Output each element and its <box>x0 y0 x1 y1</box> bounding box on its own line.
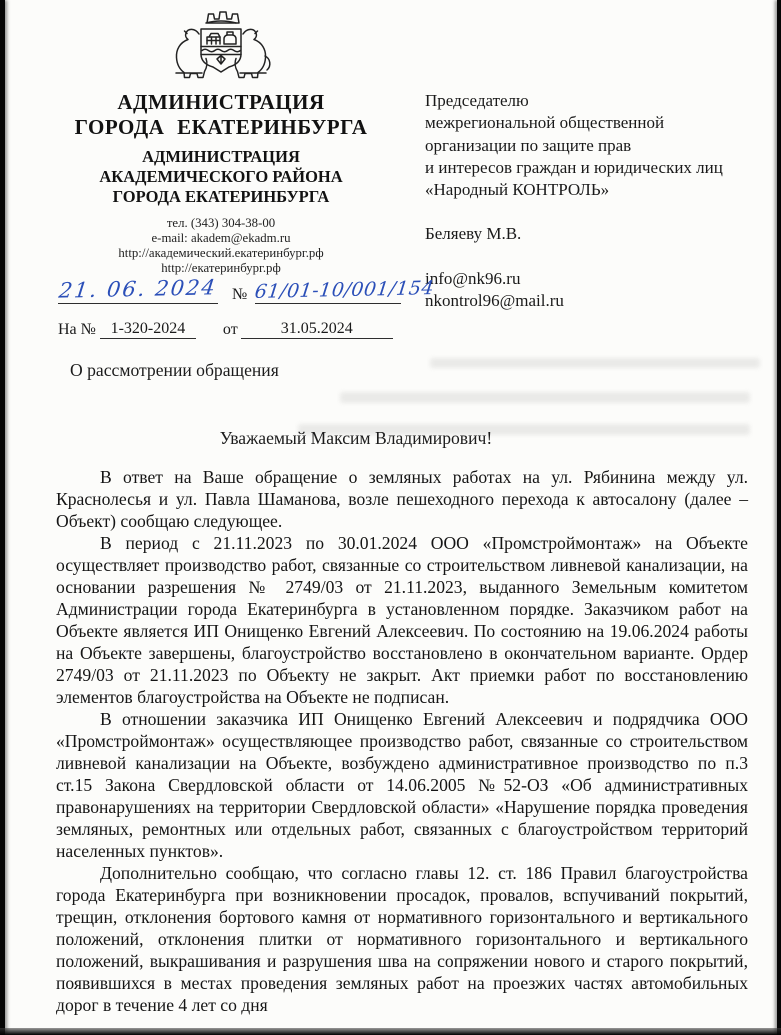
letter-subject: О рассмотрении обращения <box>70 360 279 380</box>
incoming-date: 31.05.2024 <box>280 320 353 337</box>
recipient-email-1: info@nk96.ru <box>425 268 521 288</box>
recipient-email-2: nkontrol96@mail.ru <box>425 291 564 311</box>
scan-edge-left <box>0 0 5 1035</box>
from-date-label: от <box>222 321 238 338</box>
yekaterinburg-coat-of-arms-icon <box>153 4 289 84</box>
recipient-person-name: Беляеву М.В. <box>425 224 522 244</box>
number-sign-label: № <box>232 286 248 303</box>
body-paragraph-1: В ответ на Ваше обращение о земляных работах на ул. Рябинина между ул. Краснолесья и ул. Павла Шаманова, возле пешеходного перехода к автосалону (далее – Объект) сообщаю следующее. <box>56 467 748 531</box>
organization-name <box>30 90 412 140</box>
recipient-org-name: «Народный КОНТРОЛЬ» <box>425 180 610 200</box>
recipient-title-line: и интересов граждан и юридических лиц <box>425 157 723 177</box>
phone-line: тел. (343) 304-38-00 <box>166 216 276 230</box>
district-name-line2: АКАДЕМИЧЕСКОГО РАЙОНА <box>99 167 343 186</box>
outgoing-date-field <box>58 277 218 304</box>
registration-block <box>57 275 436 339</box>
scan-edge-right <box>777 0 781 1035</box>
incoming-date-field <box>241 320 393 339</box>
handwritten-outgoing-date: 21. 06. 2024 <box>57 275 219 303</box>
recipient-title-line: Председателю <box>425 91 529 110</box>
website-line-2: http://екатеринбург.рф <box>161 261 281 275</box>
scan-edge-bottom <box>0 1028 781 1035</box>
recipient-title-line: организации по защите прав <box>425 135 632 155</box>
email-line: e-mail: akadem@ekadm.ru <box>151 231 291 245</box>
body-paragraph-3: В отношении заказчика ИП Онищенко Евгений Алексеевич и подрядчика ООО «Промстроймонтаж» осуществляющее производство работ, связанные со строительством ливневой канализации на Объекте, возбуждено административное производство по п.3 ст.15 Закона Свердловской области от 14.06.2005 №52-ОЗ «Об административных правонарушениях на территории Свердловской области» «Нарушение порядка проведения земляных, ремонтных или отдельных работ, связанных с благоустройством территорий населенных пунктов». <box>56 709 748 861</box>
incoming-number-field <box>100 320 196 339</box>
incoming-number: 1-320-2024 <box>110 320 186 337</box>
contact-info <box>30 216 412 276</box>
scan-bleedthrough <box>340 392 750 403</box>
scan-bleedthrough <box>430 358 760 368</box>
recipient-emails <box>425 268 765 313</box>
handwritten-outgoing-number: 61/01-10/001/154 <box>253 277 436 303</box>
salutation: Уважаемый Максим Владимирович! <box>219 428 493 448</box>
outgoing-number-field <box>253 277 436 304</box>
letter-body <box>56 466 748 1016</box>
body-paragraph-2: В период с 21.11.2023 по 30.01.2024 ООО «Промстроймонтаж» на Объекте осуществляет производство работ, связанные со строительством ливневой канализации, на основании разрешения № 2749/03 от 21.11.2023, выданного Земельным комитетом Администрации города Екатеринбурга в установленном порядке. Заказчиком работ на Объекте является ИП Онищенко Евгений Алексеевич. По состоянию на 19.06.2024 работы на Объекте завершены, благоустройство восстановлено в окончательном варианте. Ордер 2749/03 от 21.11.2023 по Объекту не закрыт. Акт приемки работ по восстановлению элементов благоустройства на Объекте не подписан. <box>56 533 748 707</box>
organization-name-line2: ГОРОДА ЕКАТЕРИНБУРГА <box>74 115 368 139</box>
district-organization-name <box>30 147 412 207</box>
district-name-line1: АДМИНИСТРАЦИЯ <box>142 147 300 166</box>
recipient-title-line: межрегиональной общественной <box>425 113 665 133</box>
letterhead <box>30 4 412 276</box>
in-reply-to-label: На № <box>58 321 96 338</box>
recipient-block <box>425 90 765 312</box>
website-line-1: http://академический.екатеринбург.рф <box>118 246 324 260</box>
organization-name-line1: АДМИНИСТРАЦИЯ <box>117 90 325 114</box>
body-paragraph-4: Дополнительно сообщаю, что согласно главы 12. ст. 186 Правил благоустройства города Екатеринбурга при возникновении просадок, провалов, вспучиваний покрытий, трещин, отклонения бортового камня от нормативного горизонтального и вертикального положений, отклонения плитки от нормативного горизонтального и вертикального положений, выкрашивания и разрушения шва на сопряжении нового и старого покрытий, появившихся в местах проведения земляных работ на проезжих частях автомобильных дорог в течение 4 лет со дня <box>56 863 748 1015</box>
district-name-line3: ГОРОДА ЕКАТЕРИНБУРГА <box>112 187 330 206</box>
